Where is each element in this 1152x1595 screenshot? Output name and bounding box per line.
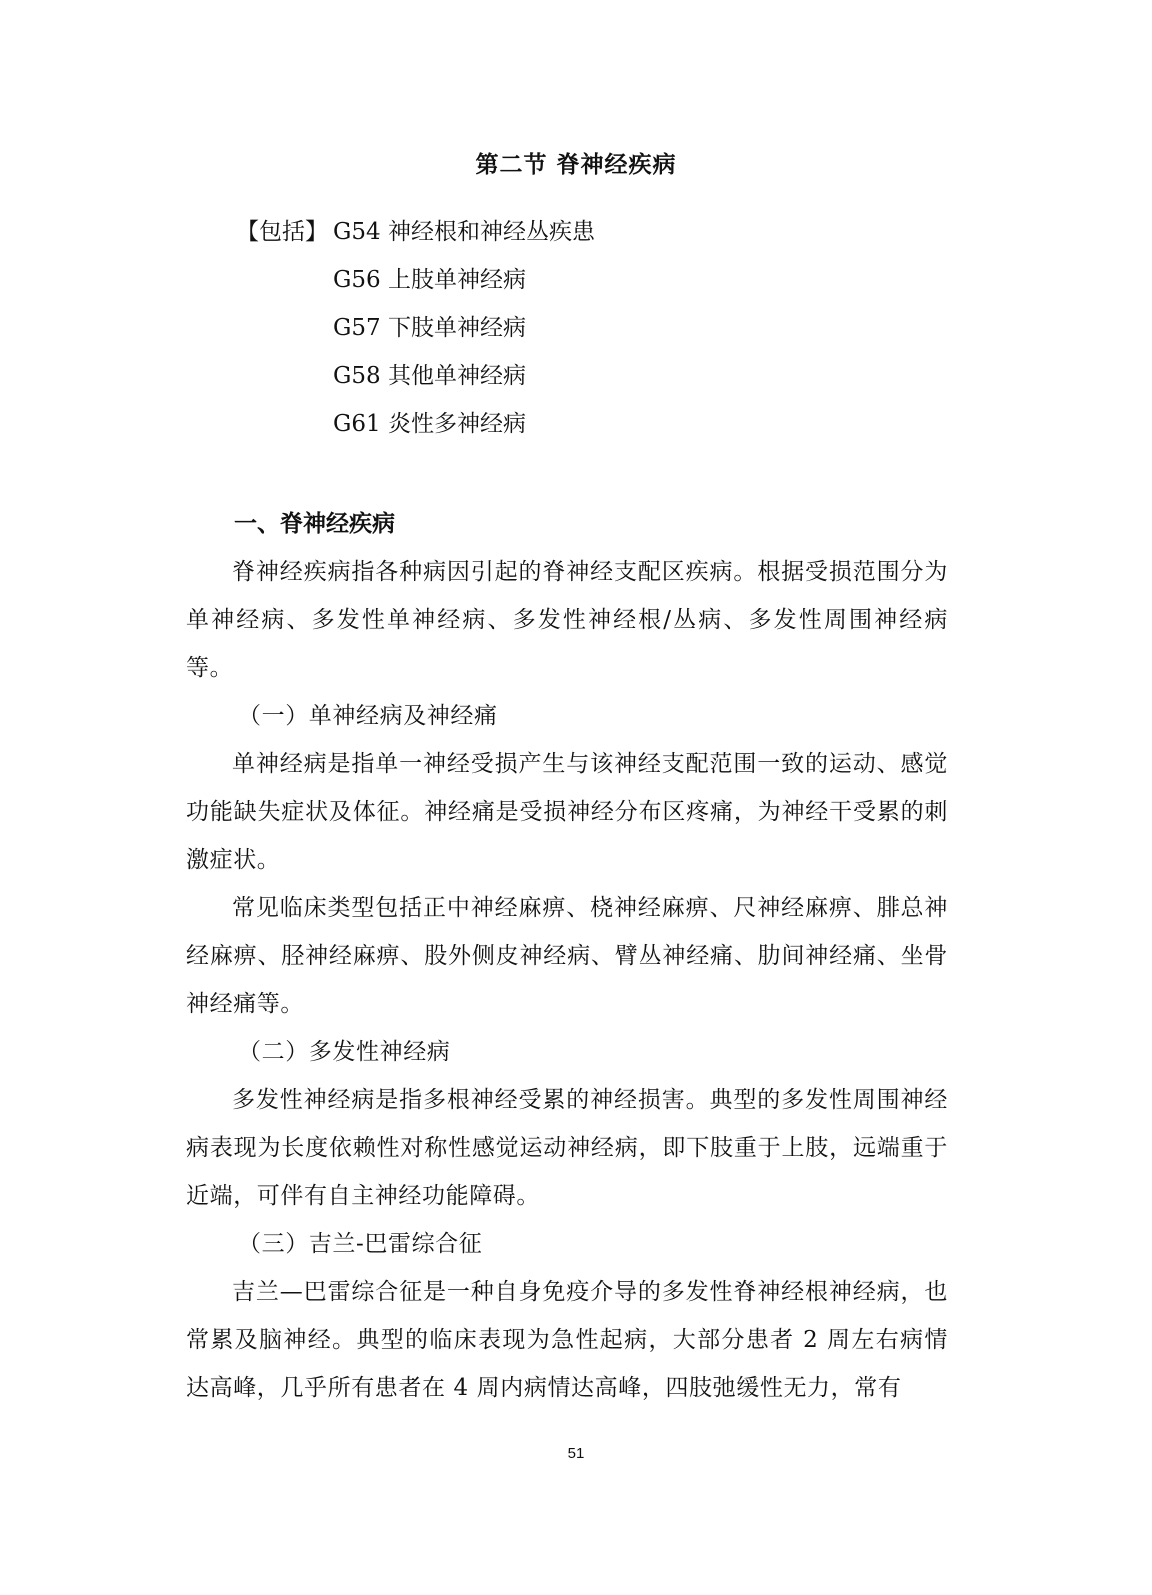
- includes-item: [236, 263, 595, 311]
- page-number: 51: [567, 1445, 585, 1462]
- includes-item: [236, 407, 595, 455]
- icd-code: G56: [333, 267, 381, 293]
- intro-paragraph: 脊神经疾病指各种病因引起的脊神经支配区疾病。根据受损范围分为单神经病、多发性单神经病、多发性神经根/丛病、多发性周围神经病等。: [186, 559, 948, 681]
- icd-name: 炎性多神经病: [388, 411, 526, 437]
- icd-code: G57: [333, 315, 381, 341]
- icd-name: 下肢单神经病: [388, 315, 526, 341]
- section-title: 第二节 脊神经疾病: [475, 152, 677, 178]
- includes-label: 【包括】: [236, 219, 328, 245]
- subsection-heading: （三）吉兰-巴雷综合征: [238, 1231, 483, 1257]
- icd-name: 其他单神经病: [388, 363, 526, 389]
- paragraph: 多发性神经病是指多根神经受累的神经损害。典型的多发性周围神经病表现为长度依赖性对称性感觉运动神经病，即下肢重于上肢，远端重于近端，可伴有自主神经功能障碍。: [186, 1087, 948, 1209]
- icd-name: 上肢单神经病: [388, 267, 526, 293]
- includes-item: [236, 359, 595, 407]
- body-content: [186, 500, 948, 1412]
- icd-name: 神经根和神经丛疾患: [388, 219, 595, 245]
- includes-item: [236, 311, 595, 359]
- section-heading: 一、脊神经疾病: [234, 511, 395, 537]
- includes-item: [236, 215, 595, 263]
- icd-code: G58: [333, 363, 381, 389]
- paragraph: 常见临床类型包括正中神经麻痹、桡神经麻痹、尺神经麻痹、腓总神经麻痹、胫神经麻痹、股外侧皮神经病、臂丛神经痛、肋间神经痛、坐骨神经痛等。: [186, 895, 948, 1017]
- includes-list: [236, 215, 595, 455]
- subsection-heading: （一）单神经病及神经痛: [238, 703, 498, 729]
- subsection-heading: （二）多发性神经病: [238, 1039, 451, 1065]
- icd-code: G54: [333, 219, 381, 245]
- paragraph: 吉兰—巴雷综合征是一种自身免疫介导的多发性脊神经根神经病，也常累及脑神经。典型的临床表现为急性起病，大部分患者 2 周左右病情达高峰，几乎所有患者在 4 周内病情达高峰，四肢弛缓性无力，常有: [186, 1279, 948, 1401]
- icd-code: G61: [333, 411, 381, 437]
- paragraph: 单神经病是指单一神经受损产生与该神经支配范围一致的运动、感觉功能缺失症状及体征。神经痛是受损神经分布区疼痛，为神经干受累的刺激症状。: [186, 751, 948, 873]
